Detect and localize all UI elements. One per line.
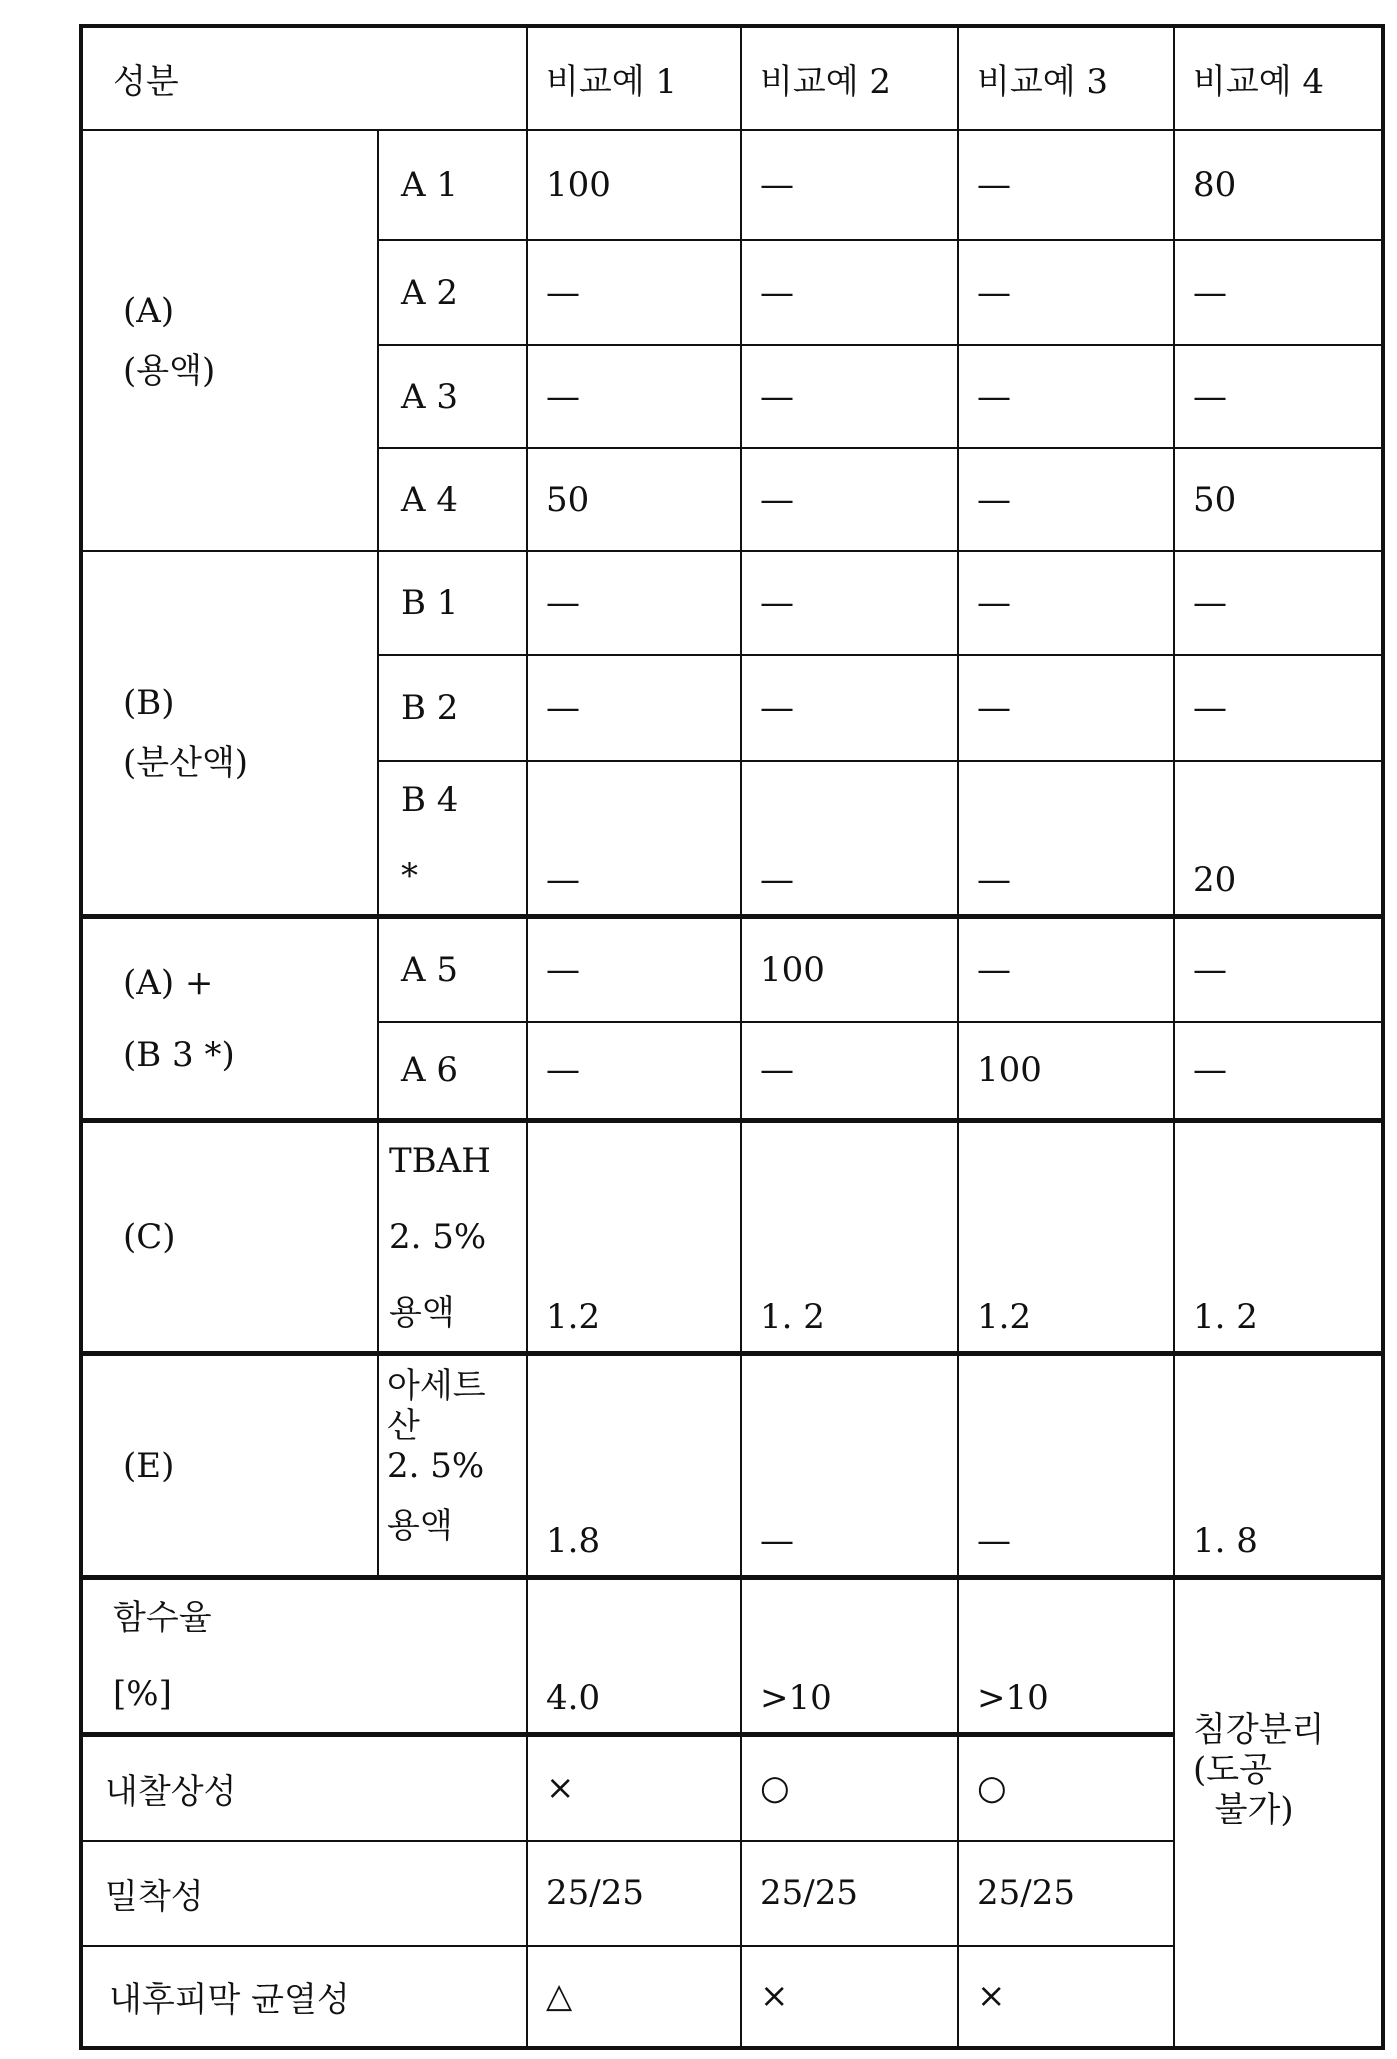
row-label: A 6 [378,1022,527,1121]
cell: — [1174,1022,1383,1121]
table-row [81,1121,1383,1354]
cell: — [1174,240,1383,345]
table-row [81,917,1383,1022]
cell: × [958,1946,1174,2048]
label-line: 아세트 [387,1366,486,1406]
row-label [378,761,527,917]
row-label-text: B 4 [401,780,458,820]
row-label: A 5 [378,917,527,1022]
cell: — [741,448,958,551]
cell: — [958,917,1174,1022]
cell: — [527,761,741,917]
cell: 4.0 [527,1578,741,1735]
table-row [81,551,1383,655]
footnote-mark: * [401,856,418,896]
note-line: 침강분리 [1193,1710,1324,1750]
cell: — [741,130,958,240]
table-row [81,1578,1383,1735]
cell: 50 [1174,448,1383,551]
comparison-table [79,24,1385,2050]
col-header: 비교예 1 [527,26,741,130]
cell: — [527,551,741,655]
component-header: 성분 [81,26,527,130]
cell: — [527,655,741,761]
label-line: 산 [387,1406,420,1446]
cell: × [527,1735,741,1841]
cell: 1.2 [527,1121,741,1354]
cell: 25/25 [741,1841,958,1946]
cell: 1. 2 [1174,1121,1383,1354]
group-a-label [81,130,378,551]
cell: 100 [527,130,741,240]
cell: 1.8 [527,1354,741,1578]
row-label: A 4 [378,448,527,551]
cell: ○ [958,1735,1174,1841]
ex4-note [1174,1578,1383,2048]
group-label: (분산액) [123,743,248,783]
label-line: [%] [113,1674,172,1714]
cell: — [1174,345,1383,448]
note-line: (도공 [1193,1750,1272,1790]
row-label: A 1 [378,130,527,240]
cell: >10 [741,1578,958,1735]
cell: ○ [741,1735,958,1841]
cell: — [741,345,958,448]
col-header: 비교예 3 [958,26,1174,130]
cell: — [741,761,958,917]
group-label: (A) + [123,963,213,1003]
cell: — [527,345,741,448]
crack-label: 내후피막 균열성 [81,1946,527,2048]
row-label: B 1 [378,551,527,655]
row-label: A 2 [378,240,527,345]
cell: — [741,655,958,761]
row-label [378,1121,527,1354]
cell: — [1174,551,1383,655]
cell: 20 [1174,761,1383,917]
adhesion-label: 밀착성 [81,1841,527,1946]
table-row [81,130,1383,240]
cell: — [958,130,1174,240]
cell: 50 [527,448,741,551]
cell: 100 [741,917,958,1022]
group-label: (B 3 *) [123,1035,235,1075]
cell: — [958,761,1174,917]
cell: — [527,240,741,345]
row-label: B 2 [378,655,527,761]
cell: — [527,1022,741,1121]
cell: — [958,1354,1174,1578]
cell: 1. 2 [741,1121,958,1354]
header-row [81,26,1383,130]
group-b-label [81,551,378,917]
cell: 1.2 [958,1121,1174,1354]
cell: — [527,917,741,1022]
group-label: (용액) [123,351,215,391]
label-line: 2. 5% [387,1446,484,1486]
row-label [378,1354,527,1578]
col-header: 비교예 4 [1174,26,1383,130]
group-label: (B) [123,683,175,723]
label-line: 용액 [389,1293,455,1333]
row-label: A 3 [378,345,527,448]
cell: × [741,1946,958,2048]
cell: — [958,345,1174,448]
cell: 25/25 [527,1841,741,1946]
label-line: 용액 [387,1506,453,1546]
cell: — [741,1022,958,1121]
label-line: 함수율 [113,1598,212,1638]
note-line: 불가) [1215,1790,1294,1830]
cell: 80 [1174,130,1383,240]
cell: △ [527,1946,741,2048]
cell: — [958,448,1174,551]
cell: 100 [958,1022,1174,1121]
cell: — [741,1354,958,1578]
group-e-label: (E) [81,1354,378,1578]
cell: — [1174,917,1383,1022]
cell: — [741,551,958,655]
cell: — [741,240,958,345]
cell: — [958,655,1174,761]
group-label: (A) [123,291,174,331]
label-line: TBAH [389,1141,491,1181]
cell: — [1174,655,1383,761]
group-ab-label [81,917,378,1121]
water-label [81,1578,527,1735]
group-c-label: (C) [81,1121,378,1354]
table-row [81,1354,1383,1578]
cell: — [958,240,1174,345]
scratch-label: 내찰상성 [81,1735,527,1841]
col-header: 비교예 2 [741,26,958,130]
cell: 1. 8 [1174,1354,1383,1578]
label-line: 2. 5% [389,1217,486,1257]
cell: — [958,551,1174,655]
cell: >10 [958,1578,1174,1735]
cell: 25/25 [958,1841,1174,1946]
